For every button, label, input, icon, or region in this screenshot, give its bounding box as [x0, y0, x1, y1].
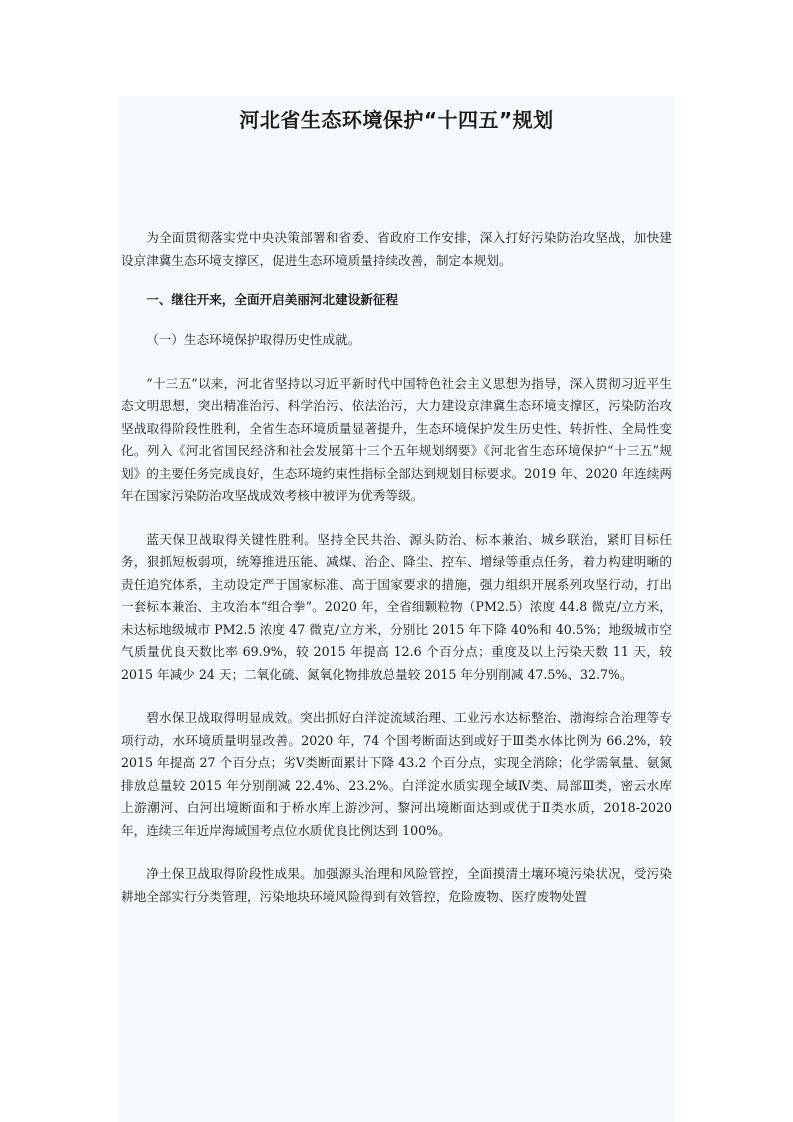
body-paragraph-2: 蓝天保卫战取得关键性胜利。坚持全民共治、源头防治、标本兼治、城乡联治，紧盯目标任务，狠抓短板弱项，统筹推进压能、减煤、治企、降尘、控车、增绿等重点任务，着力构建明晰的责任追究体系，主动设定严于国家标准、高于国家要求的措施，强力组织开展系列攻坚行动，打出一套标本兼治、主攻治本“组合拳”。2020 年，全省细颗粒物（PM2.5）浓度 44.8 微克/立方米，未达标地级城市 PM2.5 浓度 47 微克/立方米，分别比 2015 年下降 40%和 40.5%；地级城市空气质量优良天数比率 69.9%，较 2015 年提高 12.6 个百分点；重度及以上污染天数 11 天，较 2015 年减少 24 天；二氧化硫、氮氧化物排放总量较 2015 年分别削减 47.5%、32.7%。: [121, 531, 672, 682]
body-paragraph-3: 碧水保卫战取得明显成效。突出抓好白洋淀流域治理、工业污水达标整治、渤海综合治理等专项行动，水环境质量明显改善。2020 年，74 个国考断面达到或好于Ⅲ类水体比例为 66.2%，较 2015 年提高 27 个百分点；劣Ⅴ类断面累计下降 43.2 个百分点，实现全消除；化学需氧量、氨氮排放总量较 2015 年分别削减 22.4%、23.2%。白洋淀水质实现全域Ⅳ类、局部Ⅲ类，密云水库上游潮河、白河出境断面和于桥水库上游沙河、黎河出境断面达到或优于Ⅱ类水质，2018-2020 年，连续三年近岸海域国考点位水质优良比例达到 100%。: [121, 710, 672, 838]
subsection-heading: （一）生态环境保护取得历史性成就。: [146, 332, 361, 347]
body-paragraph-1: “十三五”以来，河北省坚持以习近平新时代中国特色社会主义思想为指导，深入贯彻习近平生态文明思想，突出精准治污、科学治污、依法治污，大力建设京津冀生态环境支撑区，污染防治攻坚战取得阶段性胜利，全省生态环境质量显著提升，生态环境保护发生历史性、转折性、全局性变化。列入《河北省国民经济和社会发展第十三个五年规划纲要》《河北省生态环境保护“十三五”规划》的主要任务完成良好，生态环境约束性指标全部达到规划目标要求。2019 年、2020 年连续两年在国家污染防治攻坚战成效考核中被评为优秀等级。: [121, 375, 672, 503]
section-heading: 一、继往开来，全面开启美丽河北建设新征程: [146, 292, 399, 307]
intro-paragraph: 为全面贯彻落实党中央决策部署和省委、省政府工作安排，深入打好污染防治攻坚战，加快建设京津冀生态环境支撑区，促进生态环境质量持续改善，制定本规划。: [121, 230, 672, 268]
body-paragraph-4: 净土保卫战取得阶段性成果。加强源头治理和风险管控，全面摸清土壤环境污染状况，受污染耕地全部实行分类管理，污染地块环境风险得到有效管控，危险废物、医疗废物处置: [121, 866, 672, 904]
document-page: [119, 96, 674, 1122]
document-title: 河北省生态环境保护“十四五”规划: [239, 108, 554, 132]
